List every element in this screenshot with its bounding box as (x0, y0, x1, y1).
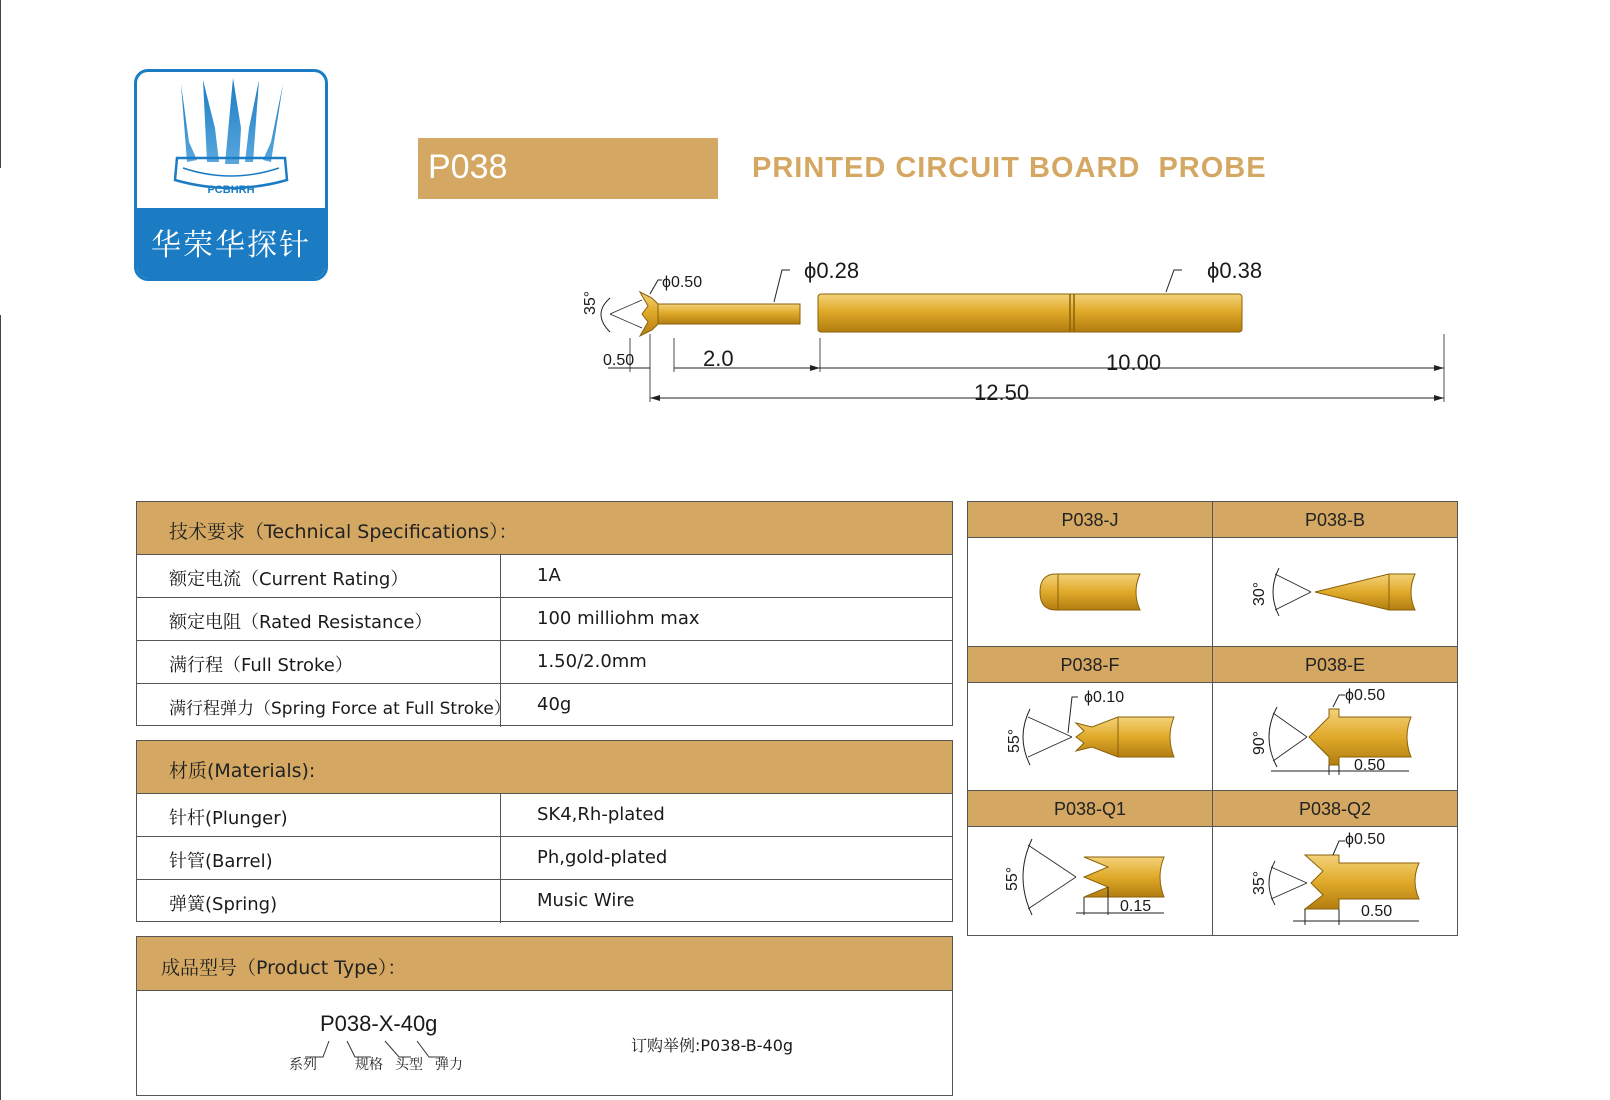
materials-header (137, 741, 952, 794)
material-value: Ph,gold-plated (537, 847, 668, 868)
total-length-label: 12.50 (974, 380, 1030, 405)
material-value: Music Wire (537, 890, 635, 911)
logo-band (137, 208, 325, 278)
tip-angle: 55° (1004, 866, 1021, 891)
page-edge-line (0, 315, 1, 1100)
tip-angle: 35° (1251, 870, 1268, 895)
page-edge-line (0, 0, 1, 168)
order-example: 订购举例:P038-B-40g (631, 1036, 794, 1055)
table-row (137, 794, 952, 837)
tip-length-label: 0.50 (603, 352, 635, 369)
tip-e-icon (1213, 683, 1457, 791)
tip-name: P038-E (1213, 647, 1457, 683)
spec-value: 1.50/2.0mm (537, 651, 647, 672)
table-row (137, 684, 952, 727)
plunger-length-label: 2.0 (703, 346, 734, 371)
spec-value: 100 milliohm max (537, 608, 700, 629)
tip-diameter: ϕ0.10 (1084, 689, 1125, 706)
tip-angle: 30° (1251, 581, 1268, 606)
tip-diameter-label: ϕ0.50 (662, 274, 703, 291)
code-label-head: 头型 (395, 1057, 423, 1073)
company-logo (134, 69, 328, 281)
tip-angle: 90° (1251, 730, 1268, 755)
table-row (137, 555, 952, 598)
plunger-diameter-label: ϕ0.28 (804, 258, 860, 283)
spec-value: 40g (537, 694, 572, 715)
product-code: P038-X-40g (320, 1011, 438, 1036)
tech-specs-table (136, 501, 953, 726)
probe-drawing (580, 260, 1580, 420)
materials-heading: 材质(Materials): (169, 760, 316, 782)
material-key: 弹簧(Spring) (169, 894, 278, 915)
tip-angle-label: 35° (582, 290, 599, 315)
spec-key: 满行程弹力（Spring Force at Full Stroke） (169, 699, 511, 719)
tech-specs-heading: 技术要求（Technical Specifications）： (169, 521, 518, 543)
tip-card-j (968, 502, 1213, 647)
logo-brand-text: PCBHRH (207, 184, 255, 196)
tip-diameter: ϕ0.50 (1345, 687, 1386, 704)
tip-card-q2 (1213, 791, 1457, 935)
tip-j-icon (968, 538, 1213, 646)
tip-card-f (968, 647, 1213, 791)
tip-name: P038-F (968, 647, 1212, 683)
table-row (137, 880, 952, 923)
spec-key: 额定电流（Current Rating） (169, 569, 409, 590)
tip-q2-icon (1213, 827, 1457, 935)
tip-length: 0.50 (1361, 903, 1393, 920)
tip-card-b (1213, 502, 1457, 647)
spec-key: 额定电阻（Rated Resistance） (169, 612, 433, 633)
tip-angle: 55° (1006, 728, 1023, 753)
tip-styles-grid (967, 501, 1458, 936)
page-title: PRINTED CIRCUIT BOARD PROBE (752, 152, 1267, 184)
tip-length: 0.50 (1354, 757, 1386, 774)
tip-length: 0.15 (1120, 898, 1152, 915)
tip-name: P038-Q2 (1213, 791, 1457, 827)
tip-b-icon (1213, 538, 1457, 646)
product-type-header (137, 937, 952, 991)
material-key: 针管(Barrel) (169, 851, 273, 872)
barrel-length-label: 10.00 (1106, 350, 1162, 375)
tip-name: P038-B (1213, 502, 1457, 538)
tip-name: P038-J (968, 502, 1212, 538)
spec-key: 满行程（Full Stroke） (169, 655, 353, 676)
product-type-heading: 成品型号（Product Type）： (161, 957, 407, 979)
code-label-force: 弹力 (435, 1057, 463, 1073)
tip-diameter: ϕ0.50 (1345, 831, 1386, 848)
materials-table (136, 740, 953, 922)
material-key: 针杆(Plunger) (169, 808, 288, 829)
logo-chinese-name: 华荣华探针 (151, 228, 311, 263)
tip-card-e (1213, 647, 1457, 791)
model-number: P038 (428, 148, 508, 186)
tip-name: P038-Q1 (968, 791, 1212, 827)
tip-card-q1 (968, 791, 1213, 935)
material-value: SK4,Rh-plated (537, 804, 665, 825)
product-type-table (136, 936, 953, 1096)
spec-value: 1A (537, 565, 561, 586)
code-label-spec: 规格 (355, 1057, 383, 1073)
barrel-diameter-label: ϕ0.38 (1207, 258, 1263, 283)
model-banner (418, 138, 718, 199)
table-row (137, 598, 952, 641)
tech-specs-header (137, 502, 952, 555)
table-row (137, 837, 952, 880)
code-label-series: 系列 (289, 1057, 317, 1073)
table-row (137, 641, 952, 684)
